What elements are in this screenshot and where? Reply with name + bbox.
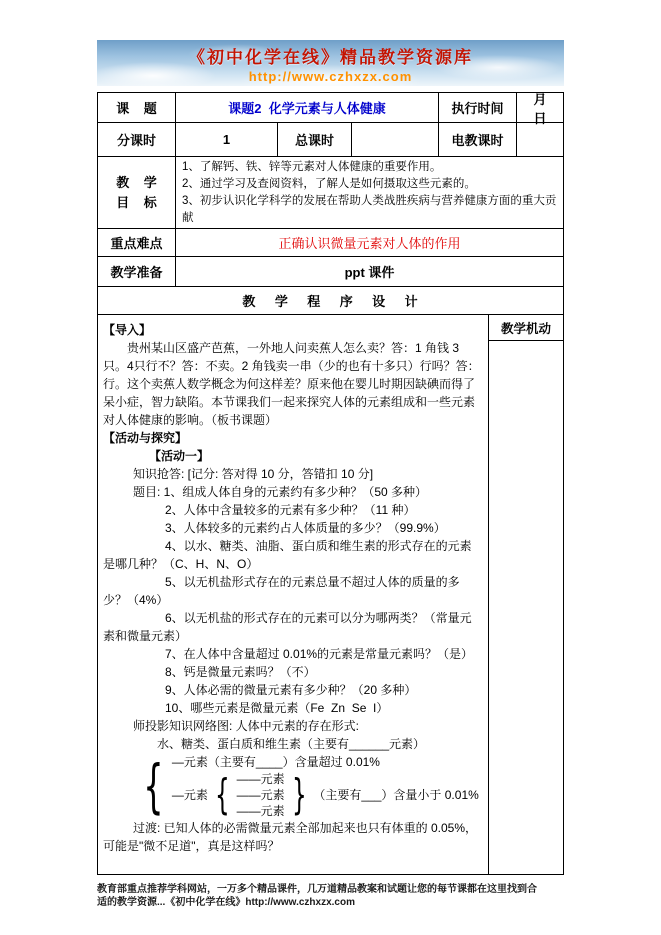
diagram-subitem: ——元素	[236, 804, 285, 818]
diagram-branch-major: —元素（主要有____）含量超过 0.01%	[171, 755, 380, 769]
exec-time-label: 执行时间	[439, 93, 517, 122]
quiz-question-line: 3、人体较多的元素约占人体质量的多少？（99.9%）	[165, 521, 446, 535]
period-label: 分课时	[98, 123, 176, 156]
row-key-points	[98, 229, 563, 257]
activity-heading: 【活动一】	[149, 449, 210, 463]
goals-content	[176, 157, 563, 228]
diagram-branch-minor	[172, 771, 479, 819]
quiz-question-line: 2、人体中含量较多的元素有多少种？（11 种）	[165, 503, 416, 517]
lesson-plan-table	[97, 92, 564, 875]
diagram-branches	[172, 753, 479, 819]
banner-url-link[interactable]: http://www.czhxzx.com	[248, 68, 413, 84]
media-period-label: 电教课时	[439, 123, 517, 156]
preparation-value: ppt 课件	[344, 265, 395, 280]
quiz-question-list	[103, 483, 483, 717]
lesson-label: 课 题	[98, 93, 176, 122]
goal-item: 1、了解钙、铁、锌等元素对人体健康的重要作用。	[182, 160, 442, 173]
outer-open-brace-icon: {	[143, 752, 164, 820]
diagram-branch-minor-suffix: （主要有___）含量小于 0.01%	[313, 787, 479, 802]
site-banner	[97, 40, 564, 86]
intro-heading: 【导入】	[103, 323, 152, 337]
goals-label-line1: 教 学	[116, 174, 157, 190]
preparation-label: 教学准备	[98, 257, 176, 286]
banner-title: 《初中化学在线》精品教学资源库	[188, 47, 473, 67]
diagram-subitems	[237, 771, 285, 819]
quiz-question-line: 8、钙是微量元素吗？（不）	[165, 665, 316, 679]
diagram-subitem: ——元素	[236, 788, 285, 802]
row-goals	[98, 157, 563, 229]
row-periods	[98, 123, 563, 157]
procedure-title: 教 学 程 序 设 计	[242, 294, 419, 309]
quiz-question-line: 4、以水、糖类、油脂、蛋白质和维生素的形式存在的元素是哪几种？（C、H、N、O）	[103, 539, 472, 571]
side-column-body	[489, 341, 563, 874]
quiz-question-line: 5、以无机盐形式存在的元素总量不超过人体的质量的多少？（4%）	[103, 575, 460, 607]
lesson-procedure-content	[98, 315, 489, 874]
key-points-label: 重点难点	[98, 229, 176, 256]
side-column-header: 教学机动	[489, 315, 563, 341]
goals-label-line2: 目 标	[116, 194, 157, 210]
quiz-rule-line: 知识抢答: [记分: 答对得 10 分，答错扣 10 分]	[133, 467, 374, 481]
row-lesson-title	[98, 91, 563, 126]
footer-text: 教育部重点推荐学科网站，一万多个精品课件，几万道精品教案和试题让您的每节课都在这里找到合适的教学资源...《初中化学在线》	[97, 884, 537, 908]
exec-time-value: 月 日	[533, 91, 561, 126]
quiz-question-line: 10、哪些元素是微量元素（Fe Zn Se I）	[165, 701, 389, 715]
goal-item: 3、初步认识化学科学的发展在帮助人类战胜疾病与营养健康方面的重大贡献	[182, 194, 557, 224]
media-period-value	[517, 123, 563, 156]
diagram-branch-minor-label: —元素	[171, 787, 208, 802]
row-procedure-header	[98, 287, 563, 315]
key-points-value: 正确认识微量元素对人体的作用	[278, 236, 461, 251]
row-preparation	[98, 257, 563, 287]
goal-item: 2、通过学习及查阅资料，了解人是如何摄取这些元素的。	[182, 177, 476, 190]
network-intro-line: 师投影知识网络图: 人体中元素的存在形式:	[133, 719, 360, 733]
quiz-question-line: 7、在人体中含量超过 0.01%的元素是常量元素吗？（是）	[165, 647, 474, 661]
total-period-label: 总课时	[278, 123, 352, 156]
quiz-question-line: 6、以无机盐的形式存在的元素可以分为哪两类？（常量元素和微量元素）	[103, 611, 472, 643]
quiz-question-line: 9、人体必需的微量元素有多少种？（20 多种）	[165, 683, 417, 697]
footer-note	[97, 883, 542, 909]
explore-heading: 【活动与探究】	[103, 431, 188, 445]
diagram-body	[135, 753, 483, 819]
side-column	[489, 315, 563, 874]
row-main-content	[98, 315, 563, 874]
goals-label	[98, 157, 176, 228]
footer-url-link[interactable]: http://www.czhxzx.com	[245, 897, 355, 908]
diagram-top-line: 水、糖类、蛋白质和维生素（主要有______元素）	[157, 737, 426, 751]
inner-close-brace-icon: }	[291, 770, 307, 819]
period-value: 1	[176, 123, 278, 156]
transition-paragraph: 过渡: 已知人体的必需微量元素全部加起来也只有体重的 0.05%，可能是"微不足道"，真是这样吗？	[103, 821, 478, 853]
total-period-value	[352, 123, 439, 156]
intro-paragraph: 贵州某山区盛产芭蕉，一外地人问卖蕉人怎么卖？答：1 角钱 3 只。4只行不？答：不卖。2 角钱卖一串（少的也有十多只）行吗？答：行。这个卖蕉人数学概念为何这样差？原来他在婴儿时期因缺碘而得了呆小症，智力缺陷。本节课我们一起来探究人体的元素组成和一些元素对人体健康的影响。（板书课题）	[103, 341, 480, 427]
inner-open-brace-icon: {	[214, 770, 230, 819]
diagram-subitem: ——元素	[236, 772, 285, 786]
quiz-question-line: 题目: 1、组成人体自身的元素约有多少种？（50 多种）	[133, 485, 428, 499]
lesson-title: 课题2 化学元素与人体健康	[176, 93, 439, 122]
knowledge-network-diagram	[131, 735, 483, 819]
